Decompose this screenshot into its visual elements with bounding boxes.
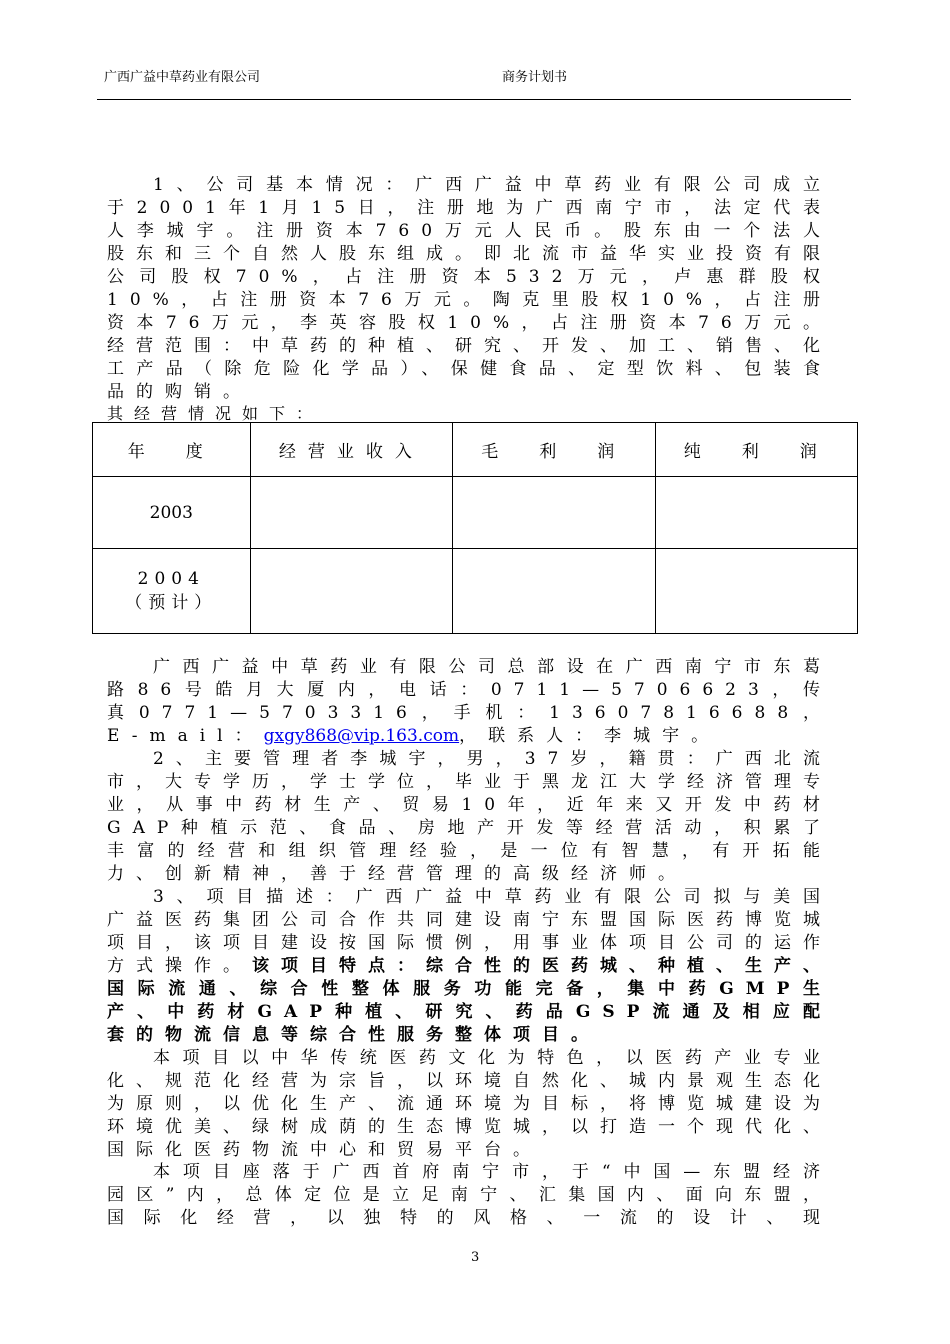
culture-paragraph: 本项目以中华传统医药文化为特色，以医药产业专业化、规范化经营为宗旨，以环境自然化、城内景观生态化为原则，以优化生产、流通环境为目标，将博览城建设为环境优美、绿树成荫的生态博览城，以打造一个现代化、国际化医药物流中心和贸易平台。 — [107, 1048, 832, 1160]
page-number: 3 — [471, 1250, 480, 1265]
cell-year: 2003 — [93, 477, 251, 549]
table-intro: 其经营情况如下： — [107, 404, 324, 423]
cell-revenue — [250, 549, 452, 634]
section-2-manager: 2、主要管理者李城宇，男，37岁，籍贯：广西北流市，大专学历，学士学位，毕业于黑龙江大学经济管理专业，从事中药材生产、贸易10年，近年来又开发中药材GAP种植示范、食品、房地产开发等经营活动，积累了丰富的经营和组织管理经验，是一位有智慧，有开拓能力、创新精神，善于经营管理的高级经济师。 — [107, 749, 832, 884]
header-company: 广西广益中草药业有限公司 — [104, 70, 261, 85]
cell-net — [655, 549, 857, 634]
col-revenue: 经营业收入 — [250, 423, 452, 477]
header-doc-title: 商务计划书 — [502, 70, 568, 85]
project-features: 该项目特点：综合性的医药城、种植、生产、国际流通、综合性整体服务功能完备，集中药GMP生产、中药材GAP种植、研究、药品GSP流通及相应配套的物流信息等综合性服务整体项目。 — [107, 956, 832, 1045]
email-link[interactable]: gxgy868@vip.163.com — [263, 726, 460, 746]
cell-gross — [453, 549, 655, 634]
table-row — [93, 549, 858, 634]
financial-table — [92, 422, 858, 634]
col-gross-profit: 毛 利 润 — [453, 423, 655, 477]
section-1-company-info: 1、公司基本情况：广西广益中草药业有限公司成立于2001年1月15日，注册地为广西南宁市，法定代表人李城宇。注册资本760万元人民币。股东由一个法人股东和三个自然人股东组成。即北流市益华实业投资有限公司股权70%，占注册资本532万元，卢惠群股权10%，占注册资本76万元。陶克里股权10%，占注册资本76万元，李英容股权10%，占注册资本76万元。经营范围：中草药的种植、研究、开发、加工、销售、化工产品（除危险化学品）、保健食品、定型饮料、包装食品的购销。 — [107, 175, 832, 402]
cell-net — [655, 477, 857, 549]
col-net-profit: 纯 利 润 — [655, 423, 857, 477]
contact-paragraph: 广西广益中草药业有限公司总部设在广西南宁市东葛路86号皓月大厦内，电话：0711—5706623，传真0771—5703316，手机：13607816688，E-mail：gxgy868@vip.163.com，联系人：李城宇。 — [107, 657, 832, 746]
col-year: 年 度 — [93, 423, 251, 477]
cell-gross — [453, 477, 655, 549]
table-row — [93, 477, 858, 549]
table-header-row — [93, 423, 858, 477]
cell-year: 2004（预计） — [93, 549, 251, 634]
cell-revenue — [250, 477, 452, 549]
location-paragraph: 本项目座落于广西首府南宁市，于“中国—东盟经济园区”内，总体定位是立足南宁、汇集国内、面向东盟，国际化经营，以独特的风格、一流的设计、现 — [107, 1162, 832, 1228]
header-rule — [97, 99, 851, 100]
section-3-project: 3、项目描述：广西广益中草药业有限公司拟与美国广益医药集团公司合作共同建设南宁东盟国际医药博览城项目，该项目建设按国际惯例，用事业体项目公司的运作方式操作。该项目特点：综合性的医药城、种植、生产、国际流通、综合性整体服务功能完备，集中药GMP生产、中药材GAP种植、研究、药品GSP流通及相应配套的物流信息等综合性服务整体项目。 — [107, 887, 832, 1045]
